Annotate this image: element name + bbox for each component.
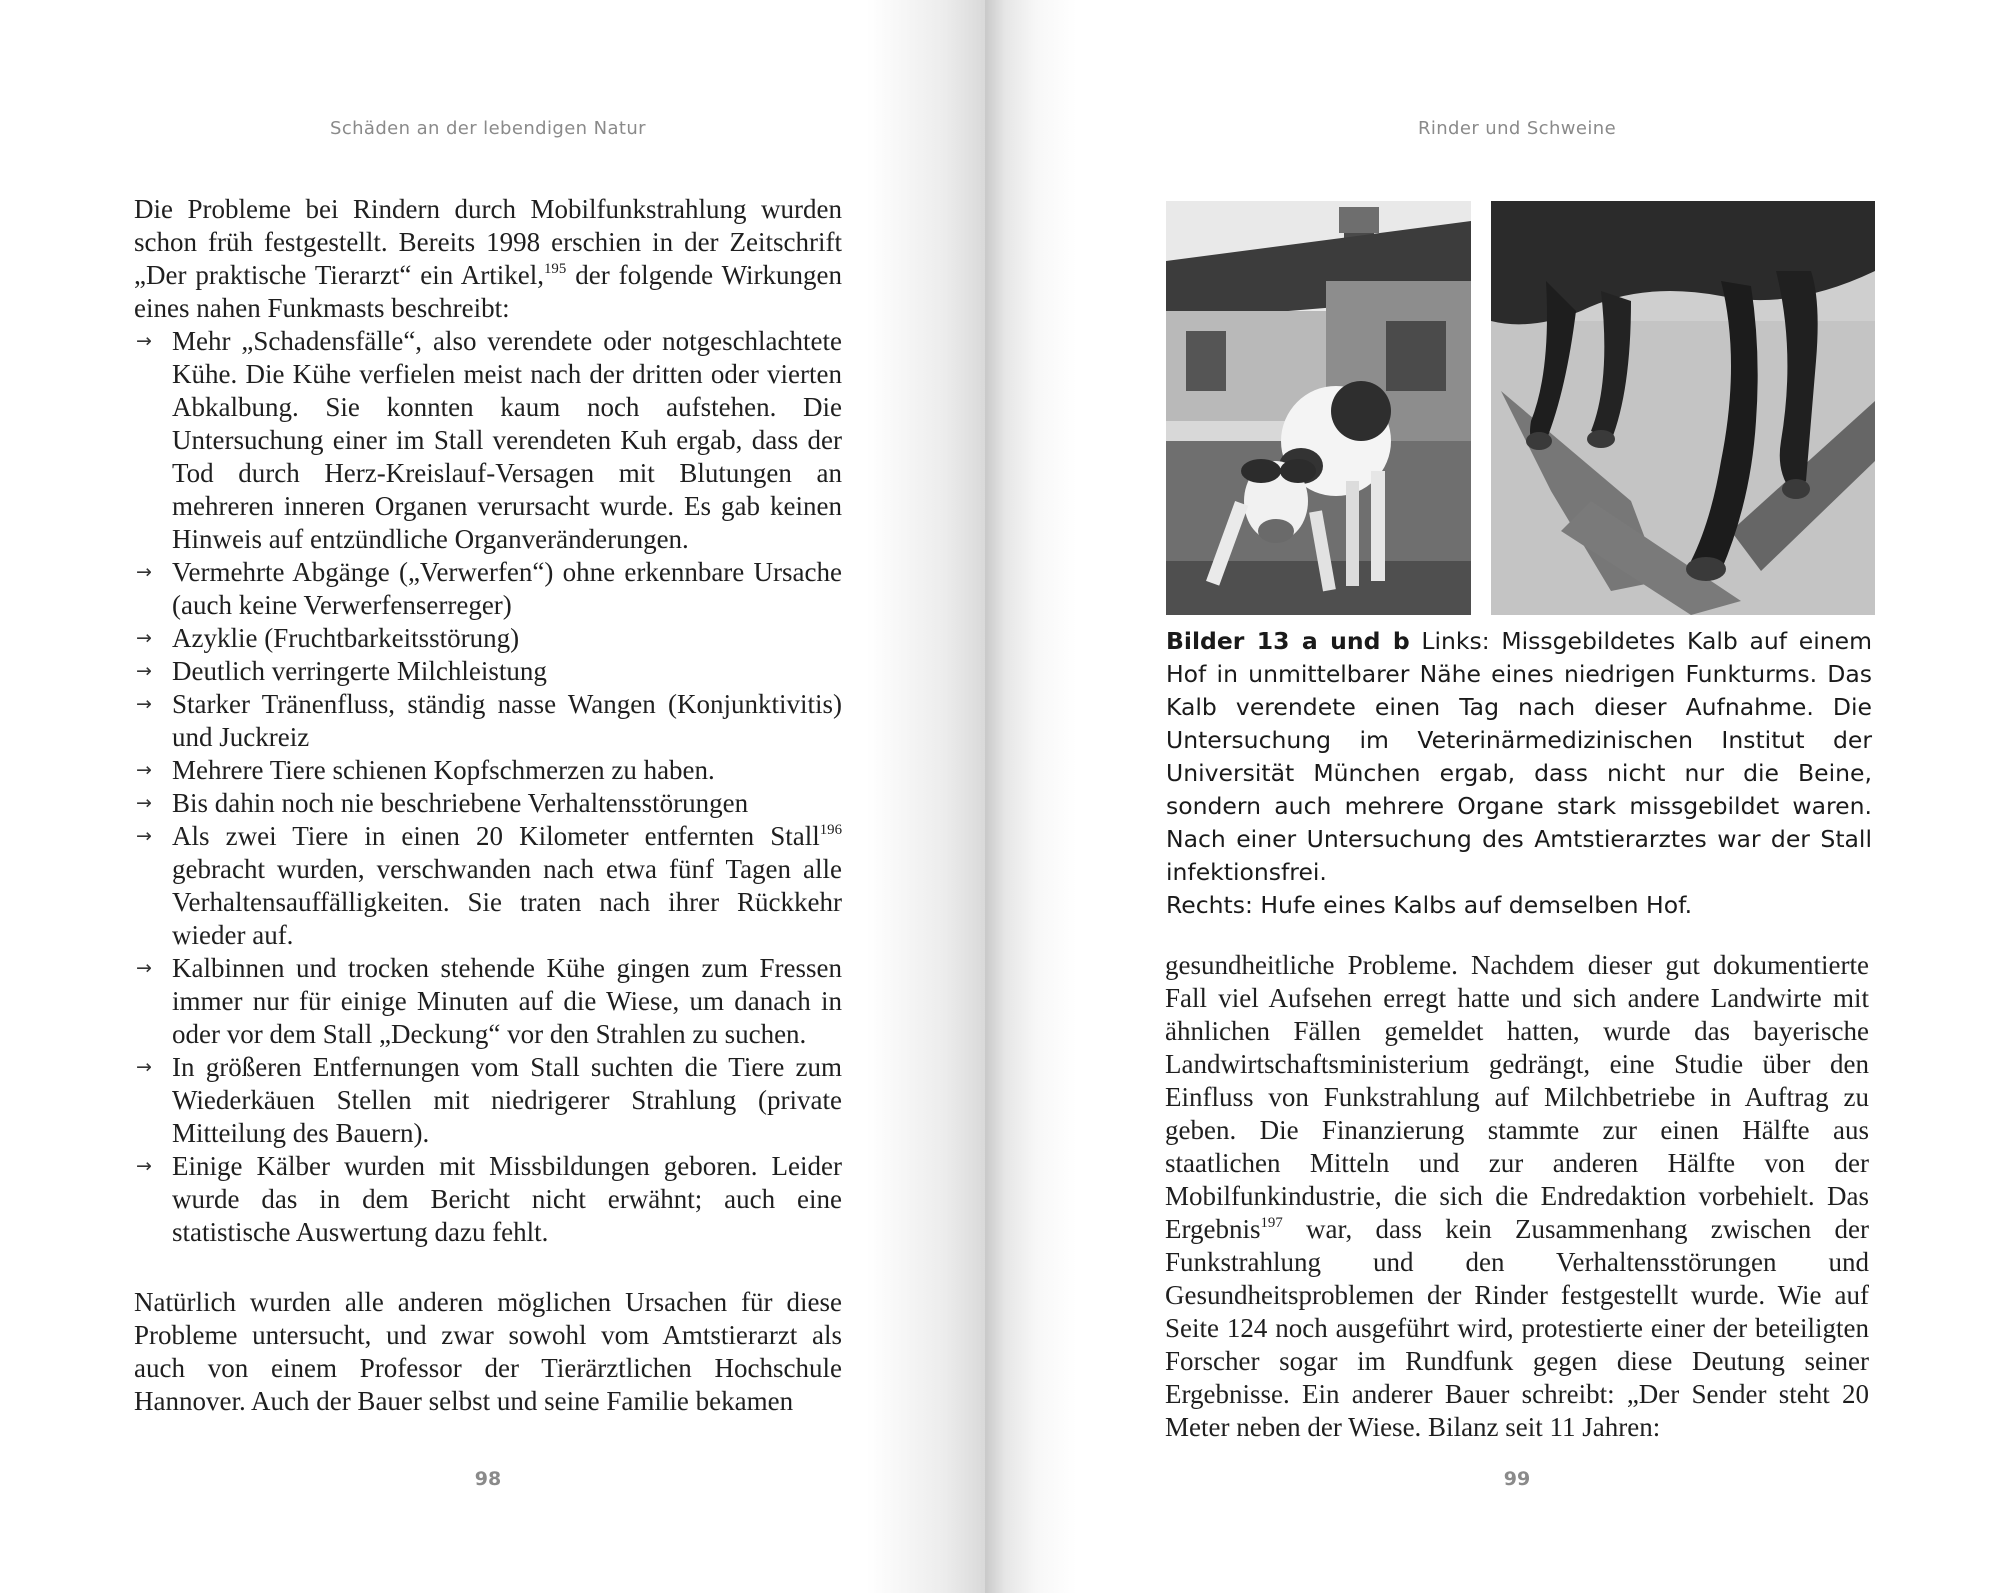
list-item: → Kalbinnen und trocken stehende Kühe gingen zum Fressen immer nur für einige Minuten auf die Wiese, um danach in oder vor dem Stall „Deckung“ vor den Strahlen zu suchen.	[136, 953, 842, 1049]
footnote-ref: 195	[544, 260, 567, 277]
list-item: → Deutlich verringerte Milchleistung	[136, 656, 547, 686]
arrow-bullet-icon: →	[136, 561, 152, 583]
closing-paragraph: Natürlich wurden alle anderen möglichen Ursachen für diese Probleme untersucht, und zwar sowohl vom Amtstierarzt als auch von einem Professor der Tierärztlichen Hochschule Hannover. Auch der Bauer selbst und seine Familie bekamen	[134, 1287, 842, 1416]
caption-text: Links: Missgebildetes Kalb auf einem Hof in unmittelbarer Nähe eines niedrigen Funkturms. Das Kalb verendete einen Tag nach dieser Aufnahme. Die Untersuchung im Veterinärmedizinischen Institut der Universität München ergab, dass nicht nur die Beine, sondern auch mehrere Organe stark missgebildet waren. Nach einer Untersuchung des Amtstierarztes war der Stall infektionsfrei.	[1166, 627, 1873, 886]
right-body-text: gesundheitliche Probleme. Nachdem dieser gut dokumentierte Fall viel Aufsehen erregt hatte und sich andere Landwirte mit ähnlichen Fällen gemeldet hatten, wurde das bayerische Landwirtschaftsministerium gedrängt, eine Studie über den Einfluss von Funkstrahlung auf Milchbetriebe in Auftrag zu geben. Die Finanzierung stammte zur einen Hälfte aus staatlichen Mitteln und zur anderen Hälfte von der Mobilfunkindustrie, die sich die Endredaktion vorbehielt. Das Ergebnis$^{197}$ war, dass kein Zusammenhang zwischen der Funkstrahlung und den Verhaltensstörungen und Gesundheitsproblemen der Rinder festgestellt wurde. Wie auf Seite 124 noch ausgeführt wird, protestierte einer der beteiligten Forscher sogar im Rundfunk gegen diese Deutung seiner Ergebnisse. Ein anderer Bauer schreibt: „Der Sender steht 20 Meter neben der Wiese. Bilanz seit 11 Jahren:	[1165, 950, 1869, 1442]
figure-caption	[1166, 625, 1872, 922]
left-page	[0, 0, 985, 1593]
arrow-bullet-icon: →	[136, 330, 152, 352]
arrow-bullet-icon: →	[136, 759, 152, 781]
effects-list	[134, 325, 842, 1249]
caption-text-right: Rechts: Hufe eines Kalbs auf demselben Hof.	[1166, 891, 1693, 919]
list-item: → Mehrere Tiere schienen Kopfschmerzen zu haben.	[136, 755, 715, 785]
right-page	[985, 0, 2000, 1593]
page-number-left: 98	[474, 1468, 502, 1490]
page-number-right: 99	[1503, 1468, 1531, 1490]
arrow-bullet-icon: →	[136, 660, 152, 682]
running-head-left: Schäden an der lebendigen Natur	[330, 118, 646, 139]
list-item: → Vermehrte Abgänge („Verwerfen“) ohne erkennbare Ursache (auch keine Verwerfenserreger)	[136, 557, 842, 620]
intro-paragraph: Die Probleme bei Rindern durch Mobilfunkstrahlung wurden schon früh festgestellt. Bereits 1998 erschien in der Zeitschrift „Der praktische Tierarzt“ ein Artikel,$^{195}$ der folgende Wirkungen eines nahen Funkmasts beschreibt:	[134, 194, 842, 323]
list-item: → Azyklie (Fruchtbarkeitsstörung)	[136, 623, 520, 653]
arrow-bullet-icon: →	[136, 1155, 152, 1177]
list-item: → Einige Kälber wurden mit Missbildungen geboren. Leider wurde das in dem Bericht nicht erwähnt; auch eine statistische Auswertung dazu fehlt.	[136, 1151, 842, 1247]
arrow-bullet-icon: →	[136, 627, 152, 649]
calf-photo-image	[1166, 201, 1471, 615]
arrow-bullet-icon: →	[136, 825, 152, 847]
list-item: → Bis dahin noch nie beschriebene Verhaltensstörungen	[136, 788, 749, 818]
list-item: → Mehr „Schadensfälle“, also verendete oder notgeschlachtete Kühe. Die Kühe verfielen meist nach der dritten oder vierten Abkalbung. Sie konnten kaum noch aufstehen. Die Untersuchung einer im Stall verendeten Kuh ergab, dass der Tod durch Herz-Kreislauf-Versagen mit Blutungen an mehreren inneren Organen verursacht wurde. Es gab keinen Hinweis auf entzündliche Organveränderungen.	[136, 326, 842, 554]
list-item: → Als zwei Tiere in einen 20 Kilometer entfernten Stall$^{196}$ gebracht wurden, verschwanden nach etwa fünf Tagen alle Verhaltensauffälligkeiten. Sie traten nach ihrer Rückkehr wieder auf.	[136, 821, 842, 950]
caption-label: Bilder 13 a und b	[1166, 627, 1410, 655]
arrow-bullet-icon: →	[136, 693, 152, 715]
footnote-ref: 197	[1260, 1214, 1283, 1231]
running-head-right: Rinder und Schweine	[1417, 118, 1617, 139]
arrow-bullet-icon: →	[136, 1056, 152, 1078]
footnote-ref: 196	[819, 821, 842, 838]
arrow-bullet-icon: →	[136, 957, 152, 979]
left-body-text	[134, 193, 842, 1249]
photo-calf-farmyard	[1166, 201, 1471, 615]
arrow-bullet-icon: →	[136, 792, 152, 814]
list-item: → Starker Tränenfluss, ständig nasse Wangen (Konjunktivitis) und Juckreiz	[136, 689, 842, 752]
list-item: → In größeren Entfernungen vom Stall suchten die Tiere zum Wiederkäuen Stellen mit niedrigerer Strahlung (private Mitteilung des Bauern).	[136, 1052, 842, 1148]
hooves-photo-image	[1491, 201, 1875, 615]
photo-calf-hooves	[1491, 201, 1875, 615]
